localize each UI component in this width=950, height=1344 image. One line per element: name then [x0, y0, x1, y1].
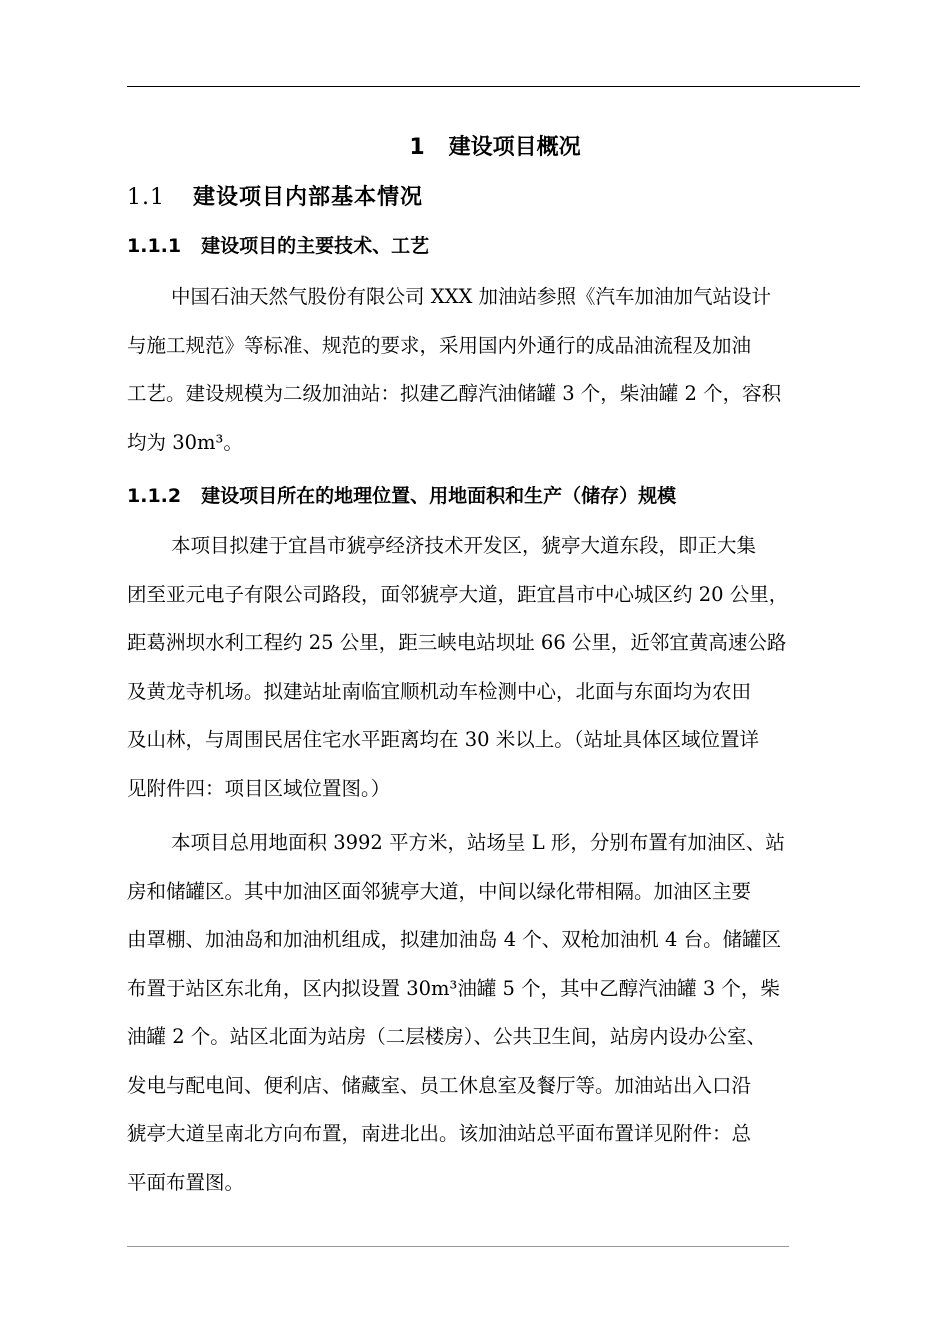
- paragraph-line: 由罩棚、加油岛和加油机组成，拟建加油岛 4 个、双枪加油机 4 台。储罐区: [127, 928, 782, 951]
- paragraph-line: 及黄龙寺机场。拟建站址南临宜顺机动车检测中心，北面与东面均为农田: [127, 679, 752, 703]
- paragraph-1: [127, 273, 781, 467]
- paragraph-2: [127, 522, 788, 813]
- paragraph-line: 均为 30m³。: [127, 430, 243, 454]
- paragraph-line: 工艺。建设规模为二级加油站：拟建乙醇汽油储罐 3 个，柴油罐 2 个，容积: [127, 382, 782, 405]
- subsection-number: 1.1.1: [127, 235, 182, 257]
- section-number: 1.1: [127, 185, 165, 210]
- section-title: 建设项目内部基本情况: [193, 185, 424, 210]
- section-heading: [127, 179, 423, 217]
- chapter-number: 1: [409, 135, 425, 160]
- subsection-title: 建设项目所在的地理位置、用地面积和生产（储存）规模: [201, 485, 677, 507]
- paragraph-line: 本项目拟建于宜昌市猇亭经济技术开发区，猇亭大道东段，即正大集: [171, 534, 757, 557]
- paragraph-line: 发电与配电间、便利店、储藏室、员工休息室及餐厅等。加油站出入口沿: [127, 1073, 752, 1097]
- paragraph-line: 见附件四：项目区域位置图。）: [127, 776, 391, 800]
- paragraph-line: 布置于站区东北角，区内拟设置 30m³油罐 5 个，其中乙醇汽油罐 3 个，柴: [127, 976, 780, 1000]
- paragraph-line: 中国石油天然气股份有限公司 XXX 加油站参照《汽车加油加气站设计: [171, 285, 772, 308]
- paragraph-line: 及山林，与周围民居住宅水平距离均在 30 米以上。（站址具体区域位置详: [127, 728, 759, 751]
- paragraph-3: [127, 819, 785, 1207]
- subsection-number: 1.1.2: [127, 485, 182, 507]
- subsection-heading-1: [127, 229, 429, 263]
- paragraph-line: 团至亚元电子有限公司路段，面邻猇亭大道，距宜昌市中心城区约 20 公里，: [127, 582, 789, 606]
- header-rule: [127, 86, 860, 87]
- chapter-heading: [0, 128, 950, 168]
- chapter-title: 建设项目概况: [448, 135, 581, 160]
- subsection-title: 建设项目的主要技术、工艺: [201, 235, 430, 257]
- paragraph-line: 平面布置图。: [127, 1170, 245, 1194]
- paragraph-line: 距葛洲坝水利工程约 25 公里，距三峡电站坝址 66 公里，近邻宜黄高速公路: [127, 631, 787, 654]
- paragraph-line: 本项目总用地面积 3992 平方米，站场呈 L 形，分别布置有加油区、站: [171, 831, 785, 854]
- subsection-heading-2: [127, 479, 676, 513]
- paragraph-line: 油罐 2 个。站区北面为站房（二层楼房）、公共卫生间，站房内设办公室、: [127, 1025, 767, 1048]
- paragraph-line: 猇亭大道呈南北方向布置，南进北出。该加油站总平面布置详见附件：总: [127, 1122, 752, 1145]
- paragraph-line: 房和储罐区。其中加油区面邻猇亭大道，中间以绿化带相隔。加油区主要: [127, 879, 752, 903]
- paragraph-line: 与施工规范》等标准、规范的要求，采用国内外通行的成品油流程及加油: [127, 333, 752, 357]
- footer-rule: [127, 1246, 789, 1247]
